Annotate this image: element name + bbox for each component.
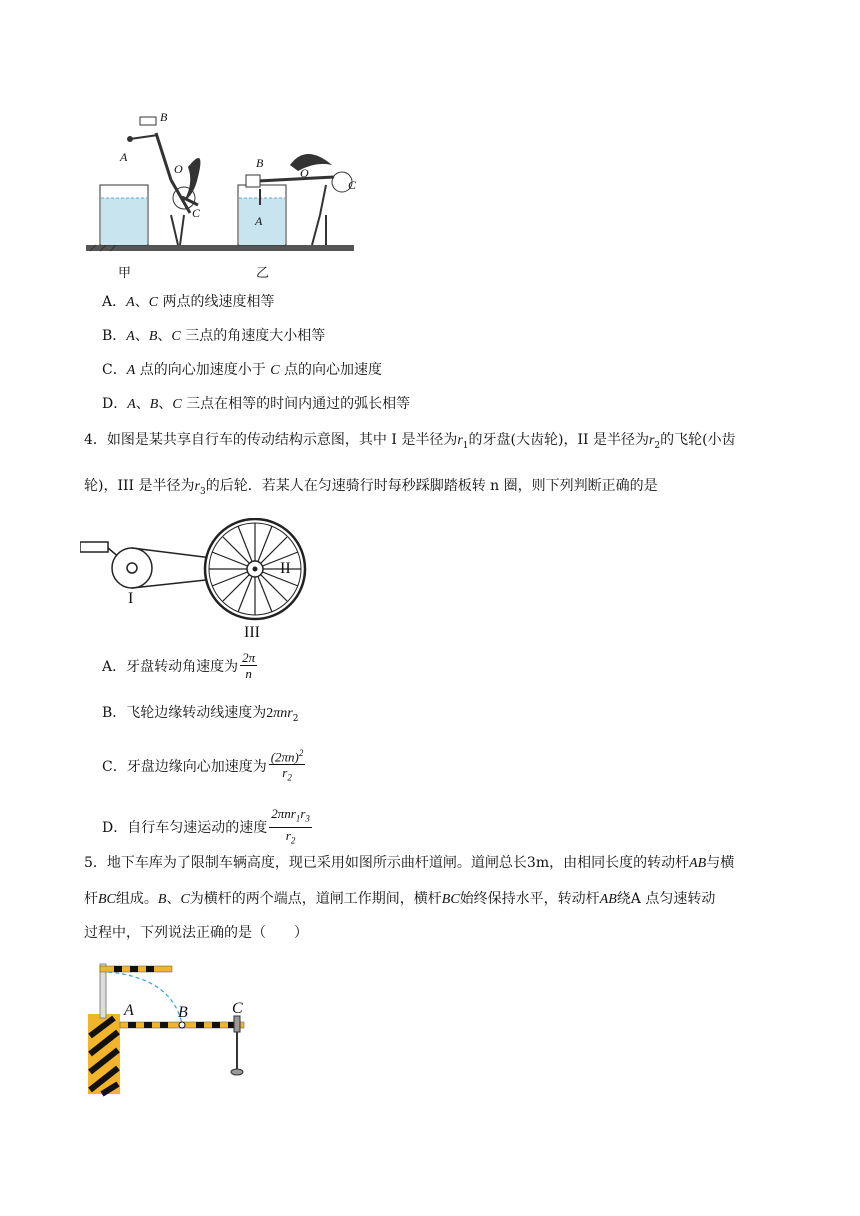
q4-option-b[interactable]: B．飞轮边缘转动线速度为2πnr$_2$	[102, 705, 299, 724]
q5-question-line1: 5．地下车库为了限制车辆高度，现已采用如图所示曲杆道闸。道闸总长3m，由相同长度的转动杆AB与横	[84, 855, 735, 871]
q5-question-line3: 过程中，下列说法正确的是（ ）	[84, 925, 308, 941]
figure-point-a-left: A	[120, 150, 128, 164]
q3-option-d[interactable]: D．A、B、C 三点在相等的时间内通过的弧长相等	[102, 396, 411, 412]
figure-point-c-right: C	[348, 178, 357, 192]
q3-option-a[interactable]: A．A、C 两点的线速度相等	[102, 294, 275, 310]
figure-point-o-right: O	[300, 166, 309, 180]
q4-option-a[interactable]: A．牙盘转动角速度为 $\frac{2\pi}{n}$	[102, 650, 256, 681]
figure-label-i: I	[128, 590, 134, 607]
figure-point-b-left: B	[160, 110, 168, 124]
figure-label-jia: 甲	[118, 266, 132, 281]
figure-bike-transmission	[80, 518, 310, 638]
gate-point-b: B	[178, 1004, 188, 1021]
q3-option-c[interactable]: C．A 点的向心加速度小于 C 点的向心加速度	[102, 362, 382, 378]
q4-question-line2: 轮)，III 是半径为$r_3$的后轮．若某人在匀速骑行时每秒踩脚踏板转 n 圈，则下列判断正确的是	[84, 478, 658, 497]
q3-option-b[interactable]: B．A、B、C 三点的角速度大小相等	[102, 328, 326, 344]
gate-point-c: C	[232, 1000, 243, 1017]
figure-barrier-gate	[84, 958, 254, 1098]
q4-question-line1: 4．如图是某共享自行车的传动结构示意图，其中 I 是半径为$r_1$的牙盘(大齿轮)，II 是半径为$r_2$的飞轮(小齿	[84, 432, 736, 451]
q4-option-c[interactable]: C．牙盘边缘向心加速度为 $\frac{(2\pi n)^2}{r_2}$	[102, 748, 304, 783]
figure-label-iii: III	[244, 624, 260, 641]
q5-question-line2: 杆BC组成。B、C为横杆的两个端点，道闸工作期间，横杆BC始终保持水平，转动杆AB绕A 点匀速转动	[84, 891, 716, 907]
q4-option-d[interactable]: D．自行车匀速运动的速度 $\frac{2\pi nr_1r_3}{r_2}$	[102, 806, 310, 846]
figure-label-yi: 乙	[256, 266, 270, 281]
figure-point-a-right: A	[255, 214, 263, 228]
figure-bird-toys	[86, 105, 356, 280]
figure-point-b-right: B	[256, 156, 264, 170]
figure-point-c-left: C	[192, 206, 201, 220]
gate-point-a: A	[124, 1002, 134, 1019]
figure-point-o-left: O	[174, 162, 183, 176]
figure-label-ii: II	[280, 560, 291, 577]
